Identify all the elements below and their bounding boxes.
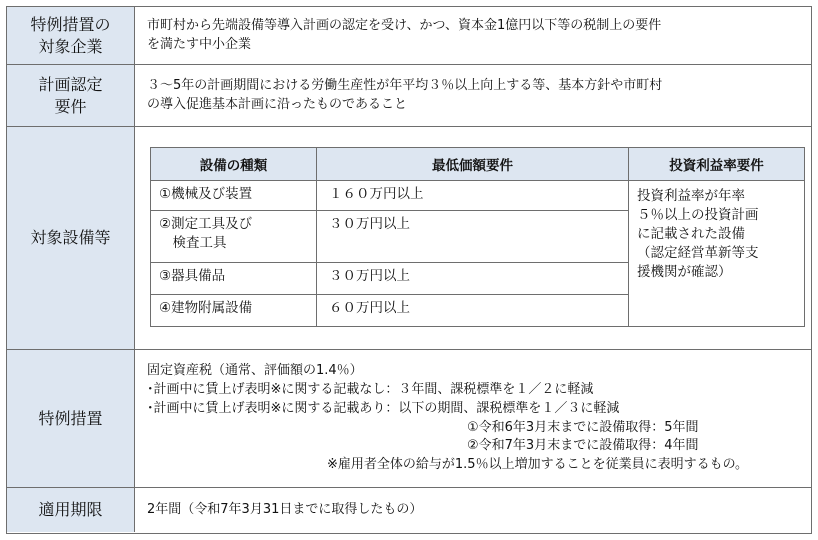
header-min-price: 最低価額要件 <box>317 148 629 181</box>
header-yield: 投資利益率要件 <box>629 148 805 181</box>
header-equipment-type: 設備の種類 <box>151 148 317 181</box>
text-line: ･計画中に賃上げ表明※に関する記載あり：以下の期間、課税標準を１／３に軽減 <box>147 400 620 416</box>
text-line: ②令和7年3月末までに設備取得：4年間 <box>467 438 699 454</box>
row-label: 特例措置 <box>7 350 135 487</box>
row-content <box>147 488 803 532</box>
min-price-cell: ６０万円以上 <box>317 295 629 327</box>
row-label: 特例措置の 対象企業 <box>7 7 135 64</box>
row-content <box>147 65 803 126</box>
text-line: 固定資産税（通常、評価額の1.4％） <box>147 362 363 378</box>
text-line: ３～5年の計画期間における労働生産性が年平均３％以上向上する等、基本方針や市町村 <box>147 77 663 93</box>
row-special-measure <box>7 349 811 487</box>
equipment-type-cell: ④建物附属設備 <box>151 295 317 327</box>
equipment-table <box>150 147 805 327</box>
min-price-cell: ３０万円以上 <box>317 263 629 295</box>
equipment-type-cell: ①機械及び装置 <box>151 181 317 211</box>
yield-cell: 投資利益率が年率 ５％以上の投資計画 に記載された設備 （認定経営革新等支 援機関が確認） <box>629 181 805 327</box>
row-target-equipment <box>7 126 811 349</box>
text-line: ①令和6年3月末までに設備取得：5年間 <box>467 419 699 435</box>
min-price-cell: ３０万円以上 <box>317 211 629 263</box>
row-content <box>147 350 803 487</box>
row-plan-requirement <box>7 64 811 126</box>
min-price-cell: １６０万円以上 <box>317 181 629 211</box>
equipment-type-cell: ②測定工具及び 検査工具 <box>151 211 317 263</box>
text-line: の導入促進基本計画に沿ったものであること <box>147 96 408 112</box>
row-label: 計画認定 要件 <box>7 65 135 126</box>
footnote: ※雇用者全体の給与が1.5％以上増加することを従業員に表明するもの。 <box>327 457 749 473</box>
text-line: 2年間（令和7年3月31日までに取得したもの） <box>147 501 423 517</box>
summary-table <box>6 6 812 534</box>
row-content <box>147 7 803 64</box>
row-label: 適用期限 <box>7 488 135 532</box>
text-line: ･計画中に賃上げ表明※に関する記載なし：３年間、課税標準を１／２に軽減 <box>147 381 594 397</box>
row-label: 対象設備等 <box>7 127 135 349</box>
text-line: を満たす中小企業 <box>147 36 252 52</box>
equipment-type-cell: ③器具備品 <box>151 263 317 295</box>
row-target-company <box>7 7 811 64</box>
row-application-period <box>7 487 811 532</box>
text-line: 市町村から先端設備等導入計画の認定を受け、かつ、資本金1億円以下等の税制上の要件 <box>147 17 662 33</box>
